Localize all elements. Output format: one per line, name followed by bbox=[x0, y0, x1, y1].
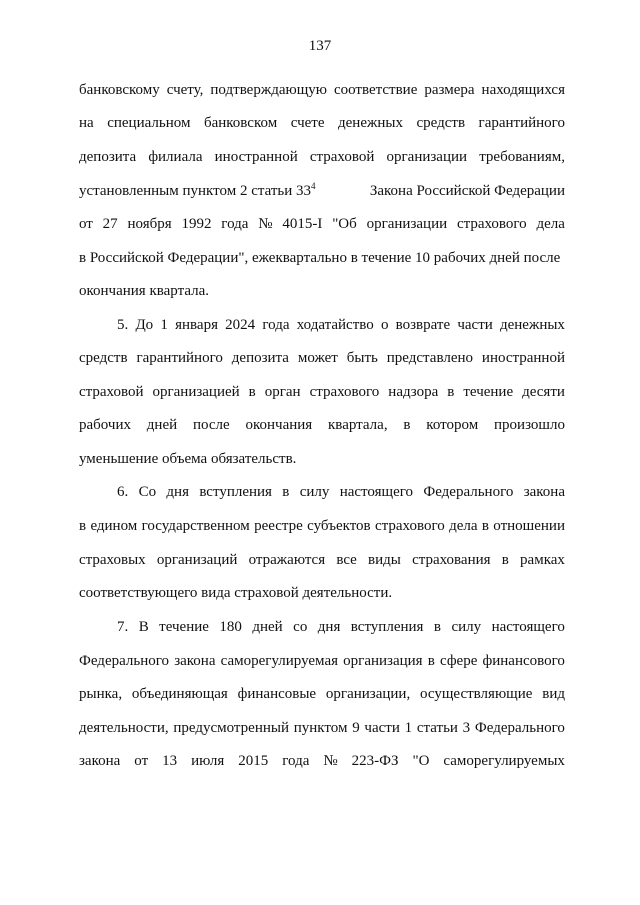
word: До bbox=[135, 317, 154, 333]
word: саморегулируемая bbox=[220, 653, 339, 669]
word: окончания bbox=[245, 417, 313, 433]
word: части bbox=[364, 720, 400, 736]
word: закона bbox=[174, 653, 216, 669]
text-line bbox=[79, 348, 565, 368]
word: страховой bbox=[79, 384, 144, 400]
text-line bbox=[79, 516, 565, 536]
word: дела bbox=[536, 216, 565, 232]
word: субъектов bbox=[307, 518, 371, 534]
word: от bbox=[134, 753, 149, 769]
word: банковском bbox=[203, 115, 278, 131]
word: представлено bbox=[386, 350, 474, 366]
word: страховых bbox=[79, 552, 146, 568]
text-segment: установленным пунктом 2 статьи $33^4$ bbox=[79, 181, 316, 199]
word: едином bbox=[90, 518, 138, 534]
word: ноября bbox=[127, 216, 172, 232]
word: организацией bbox=[152, 384, 240, 400]
text-line-with-superscript bbox=[79, 181, 565, 201]
superscript: 4 bbox=[311, 181, 316, 191]
word: 5. bbox=[117, 317, 129, 333]
word: объединяющая bbox=[131, 686, 228, 702]
word: средств bbox=[79, 350, 128, 366]
text-line: в Российской Федерации", ежеквартально в течение 10 рабочих дней после bbox=[79, 250, 561, 266]
text-line bbox=[79, 651, 565, 671]
word: возврате bbox=[395, 317, 451, 333]
text-line bbox=[79, 80, 565, 100]
word: страхового bbox=[456, 216, 527, 232]
word: 1 bbox=[160, 317, 168, 333]
word: в bbox=[481, 518, 489, 534]
word: филиала bbox=[148, 149, 203, 165]
word: соответствие bbox=[333, 82, 418, 98]
word: 223-ФЗ bbox=[351, 753, 399, 769]
word: в bbox=[427, 653, 435, 669]
word: 180 bbox=[219, 619, 242, 635]
word: января bbox=[175, 317, 218, 333]
text-segment: Закона Российской Федерации bbox=[369, 183, 565, 199]
word: июля bbox=[191, 753, 225, 769]
word: депозита bbox=[79, 149, 137, 165]
word: в bbox=[282, 484, 290, 500]
text-line bbox=[79, 550, 565, 570]
text-line: окончания квартала. bbox=[79, 283, 210, 299]
word: денежных bbox=[499, 317, 565, 333]
text-line bbox=[79, 415, 565, 435]
word: реестре bbox=[254, 518, 303, 534]
word: все bbox=[336, 552, 357, 568]
word: силу bbox=[299, 484, 330, 500]
word: Федерального bbox=[79, 653, 170, 669]
word: счету, bbox=[166, 82, 204, 98]
word: отражаются bbox=[248, 552, 326, 568]
text-line: уменьшение объема обязательств. bbox=[79, 451, 297, 467]
word: государственном bbox=[141, 518, 250, 534]
word: квартала, bbox=[328, 417, 388, 433]
word: в bbox=[248, 384, 256, 400]
word: находящихся bbox=[481, 82, 565, 98]
word: в bbox=[501, 552, 509, 568]
text-line bbox=[79, 214, 565, 234]
word: саморегулируемых bbox=[443, 753, 565, 769]
word: года bbox=[282, 753, 310, 769]
word: 2024 bbox=[225, 317, 256, 333]
word: года bbox=[221, 216, 249, 232]
word: 1 bbox=[404, 720, 413, 736]
word: в bbox=[433, 619, 441, 635]
word: части bbox=[457, 317, 493, 333]
word: В bbox=[138, 619, 149, 635]
word: 6. bbox=[117, 484, 129, 500]
word: сфере bbox=[439, 653, 478, 669]
text-line bbox=[79, 113, 565, 133]
word: организаций bbox=[156, 552, 238, 568]
word: настоящего bbox=[491, 619, 565, 635]
text-line bbox=[79, 718, 565, 738]
word: Со bbox=[138, 484, 157, 500]
word: специальном bbox=[107, 115, 191, 131]
word: иностранной bbox=[481, 350, 565, 366]
word: подтверждающую bbox=[210, 82, 327, 98]
word: на bbox=[79, 115, 94, 131]
paragraph-5-first-line bbox=[117, 315, 565, 335]
word: № bbox=[258, 216, 273, 232]
word: иностранной bbox=[214, 149, 298, 165]
word: депозита bbox=[231, 350, 289, 366]
word: статьи bbox=[416, 720, 458, 736]
word: Федерального bbox=[423, 484, 514, 500]
word: "О bbox=[412, 753, 430, 769]
word: настоящего bbox=[339, 484, 414, 500]
word: счете bbox=[290, 115, 325, 131]
text-line bbox=[79, 382, 565, 402]
word: 4015-I bbox=[282, 216, 323, 232]
word: финансового bbox=[482, 653, 565, 669]
text-line bbox=[79, 684, 565, 704]
word: дней bbox=[146, 417, 178, 433]
word: гарантийного bbox=[478, 115, 565, 131]
word: силу bbox=[451, 619, 482, 635]
word: дня bbox=[166, 484, 189, 500]
page-number: 137 bbox=[308, 38, 332, 54]
word: предусмотренный bbox=[173, 720, 289, 736]
word: десяти bbox=[522, 384, 565, 400]
word: ходатайство bbox=[296, 317, 374, 333]
word: пунктом bbox=[293, 720, 348, 736]
paragraph-7-first-line bbox=[117, 617, 565, 637]
word: со bbox=[293, 619, 308, 635]
word: котором bbox=[426, 417, 479, 433]
word: произошло bbox=[494, 417, 565, 433]
text-line bbox=[79, 147, 565, 167]
word: банковскому bbox=[79, 82, 160, 98]
word: № bbox=[323, 753, 338, 769]
paragraph-6-first-line bbox=[117, 482, 565, 502]
word: вступления bbox=[350, 619, 424, 635]
word: рамках bbox=[520, 552, 565, 568]
word: дела bbox=[449, 518, 478, 534]
word: осуществляющие bbox=[420, 686, 533, 702]
word: денежных bbox=[338, 115, 403, 131]
word: виды bbox=[368, 552, 401, 568]
word: организации, bbox=[325, 686, 411, 702]
word: "Об bbox=[332, 216, 357, 232]
word: закона bbox=[523, 484, 565, 500]
word: 9 bbox=[352, 720, 360, 736]
word: организации bbox=[366, 216, 448, 232]
word: отношении bbox=[493, 518, 565, 534]
word: течение bbox=[463, 384, 514, 400]
word: финансовые bbox=[237, 686, 317, 702]
word: может bbox=[297, 350, 338, 366]
word: организация bbox=[343, 653, 423, 669]
word: 3 bbox=[462, 720, 471, 736]
word: страхования bbox=[412, 552, 491, 568]
word: размера bbox=[424, 82, 475, 98]
word: Федерального bbox=[474, 720, 565, 736]
word: в bbox=[403, 417, 411, 433]
word: после bbox=[192, 417, 230, 433]
word: рынка, bbox=[79, 686, 123, 702]
word: 13 bbox=[162, 753, 178, 769]
word: требованиям, bbox=[479, 149, 565, 165]
word: 1992 bbox=[181, 216, 212, 232]
word: 27 bbox=[102, 216, 118, 232]
word: 7. bbox=[117, 619, 129, 635]
word: орган bbox=[264, 384, 301, 400]
word: деятельности, bbox=[79, 720, 169, 736]
word: вступления bbox=[199, 484, 272, 500]
word: дня bbox=[317, 619, 341, 635]
word: года bbox=[262, 317, 290, 333]
word: рабочих bbox=[79, 417, 131, 433]
text-line: соответствующего вида страховой деятельности. bbox=[79, 585, 393, 601]
word: о bbox=[380, 317, 389, 333]
word: гарантийного bbox=[136, 350, 223, 366]
word: быть bbox=[346, 350, 378, 366]
word: организации bbox=[386, 149, 468, 165]
word: средств bbox=[416, 115, 466, 131]
word: вид bbox=[542, 686, 565, 702]
word: дней bbox=[252, 619, 283, 635]
word: закона bbox=[79, 753, 121, 769]
word: надзора bbox=[388, 384, 439, 400]
word: страхового bbox=[309, 384, 380, 400]
word: 2015 bbox=[238, 753, 269, 769]
text-line bbox=[79, 751, 565, 771]
word: от bbox=[79, 216, 93, 232]
word: течение bbox=[159, 619, 209, 635]
word: страхового bbox=[374, 518, 445, 534]
word: в bbox=[79, 518, 87, 534]
word: страховой bbox=[309, 149, 375, 165]
word: в bbox=[447, 384, 455, 400]
